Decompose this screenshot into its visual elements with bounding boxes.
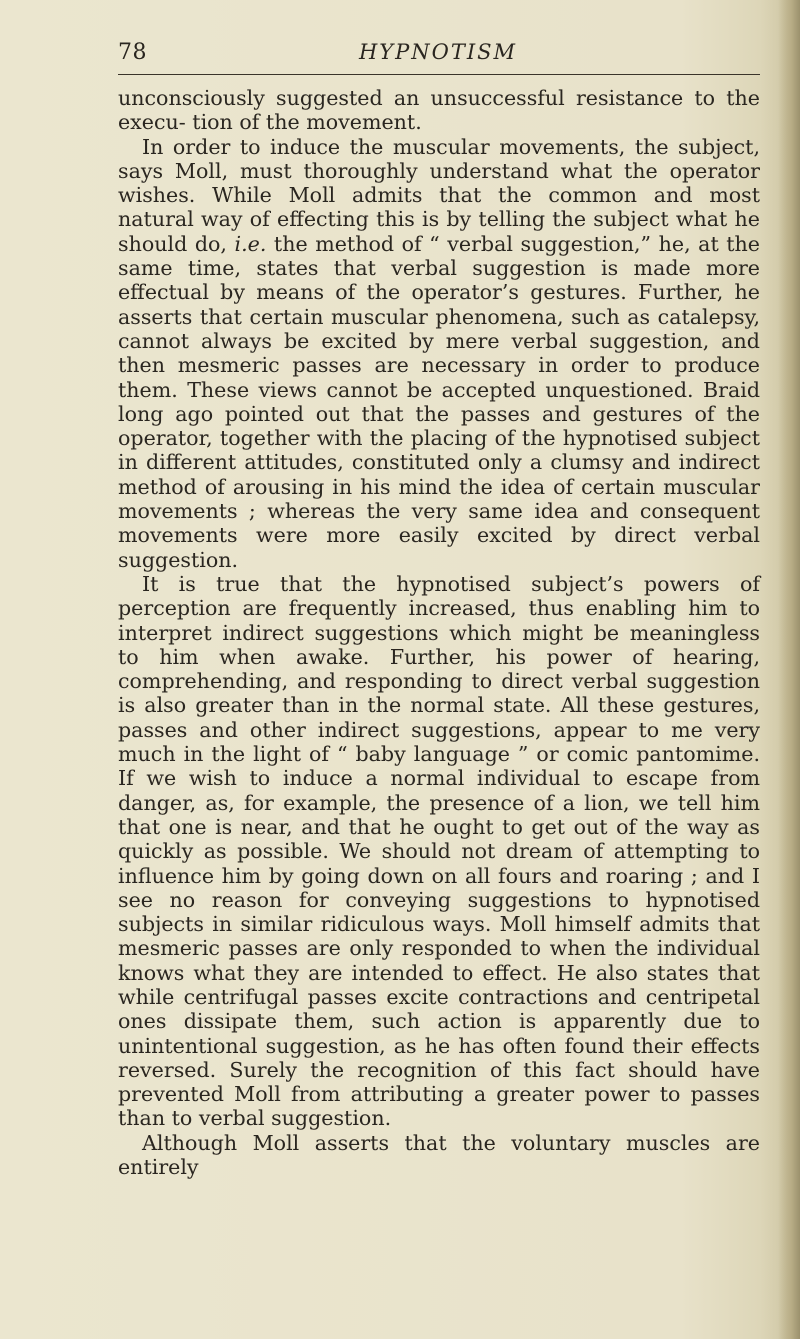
body-text: [118, 86, 760, 1179]
page-number: 78: [118, 40, 147, 65]
header-rule: [118, 74, 760, 75]
page-header: [118, 36, 758, 76]
italic-abbreviation: i.e.: [234, 231, 267, 256]
paragraph: Although Moll asserts that the voluntary muscles are entirely: [118, 1130, 760, 1180]
page-edge: [778, 0, 800, 1339]
running-head: HYPNOTISM: [358, 40, 518, 64]
paragraph: In order to induce the muscular movements, the subject, says Moll, must thoroughly understand what the operator wishes. While Moll admits that the common and most natural way of effecting this is by telling the subject what he should do, i.e. the method of “ verbal suggestion,” he, at the same time, states that verbal suggestion is made more effectual by means of the operator’s gestures. Further, he asserts that certain muscular phenomena, such as catalepsy, cannot always be excited by mere verbal suggestion, and then mesmeric passes are necessary in order to produce them. These views cannot be accepted unquestioned. Braid long ago pointed out that the passes and gestures of the operator, together with the placing of the hypnotised subject in different attitudes, constituted only a clumsy and indirect method of arousing in his mind the idea of certain muscular movements ; whereas the very same idea and consequent movements were more easily excited by direct verbal suggestion.: [118, 134, 760, 572]
paragraph: unconsciously suggested an unsuccessful resistance to the execu- tion of the movement.: [118, 86, 760, 135]
paragraph: It is true that the hypnotised subject’s powers of perception are frequently increased, thus enabling him to interpret indirect suggestions which might be meaningless to him when awake. Further, his power of hearing, comprehending, and responding to direct verbal suggestion is also greater than in the normal state. All these gestures, passes and other indirect suggestions, appear to me very much in the light of “ baby language ” or comic pantomime. If we wish to induce a normal individual to escape from danger, as, for example, the presence of a lion, we tell him that one is near, and that he ought to get out of the way as quickly as possible. We should not dream of attempting to influence him by going down on all fours and roaring ; and I see no reason for conveying suggestions to hypnotised subjects in similar ridiculous ways. Moll himself admits that mesmeric passes are only responded to when the individual knows what they are intended to effect. He also states that while centrifugal passes excite contractions and centripetal ones dissipate them, such action is apparently due to unintentional suggestion, as he has often found their effects reversed. Surely the recognition of this fact should have prevented Moll from attributing a greater power to passes than to verbal suggestion.: [118, 571, 760, 1131]
